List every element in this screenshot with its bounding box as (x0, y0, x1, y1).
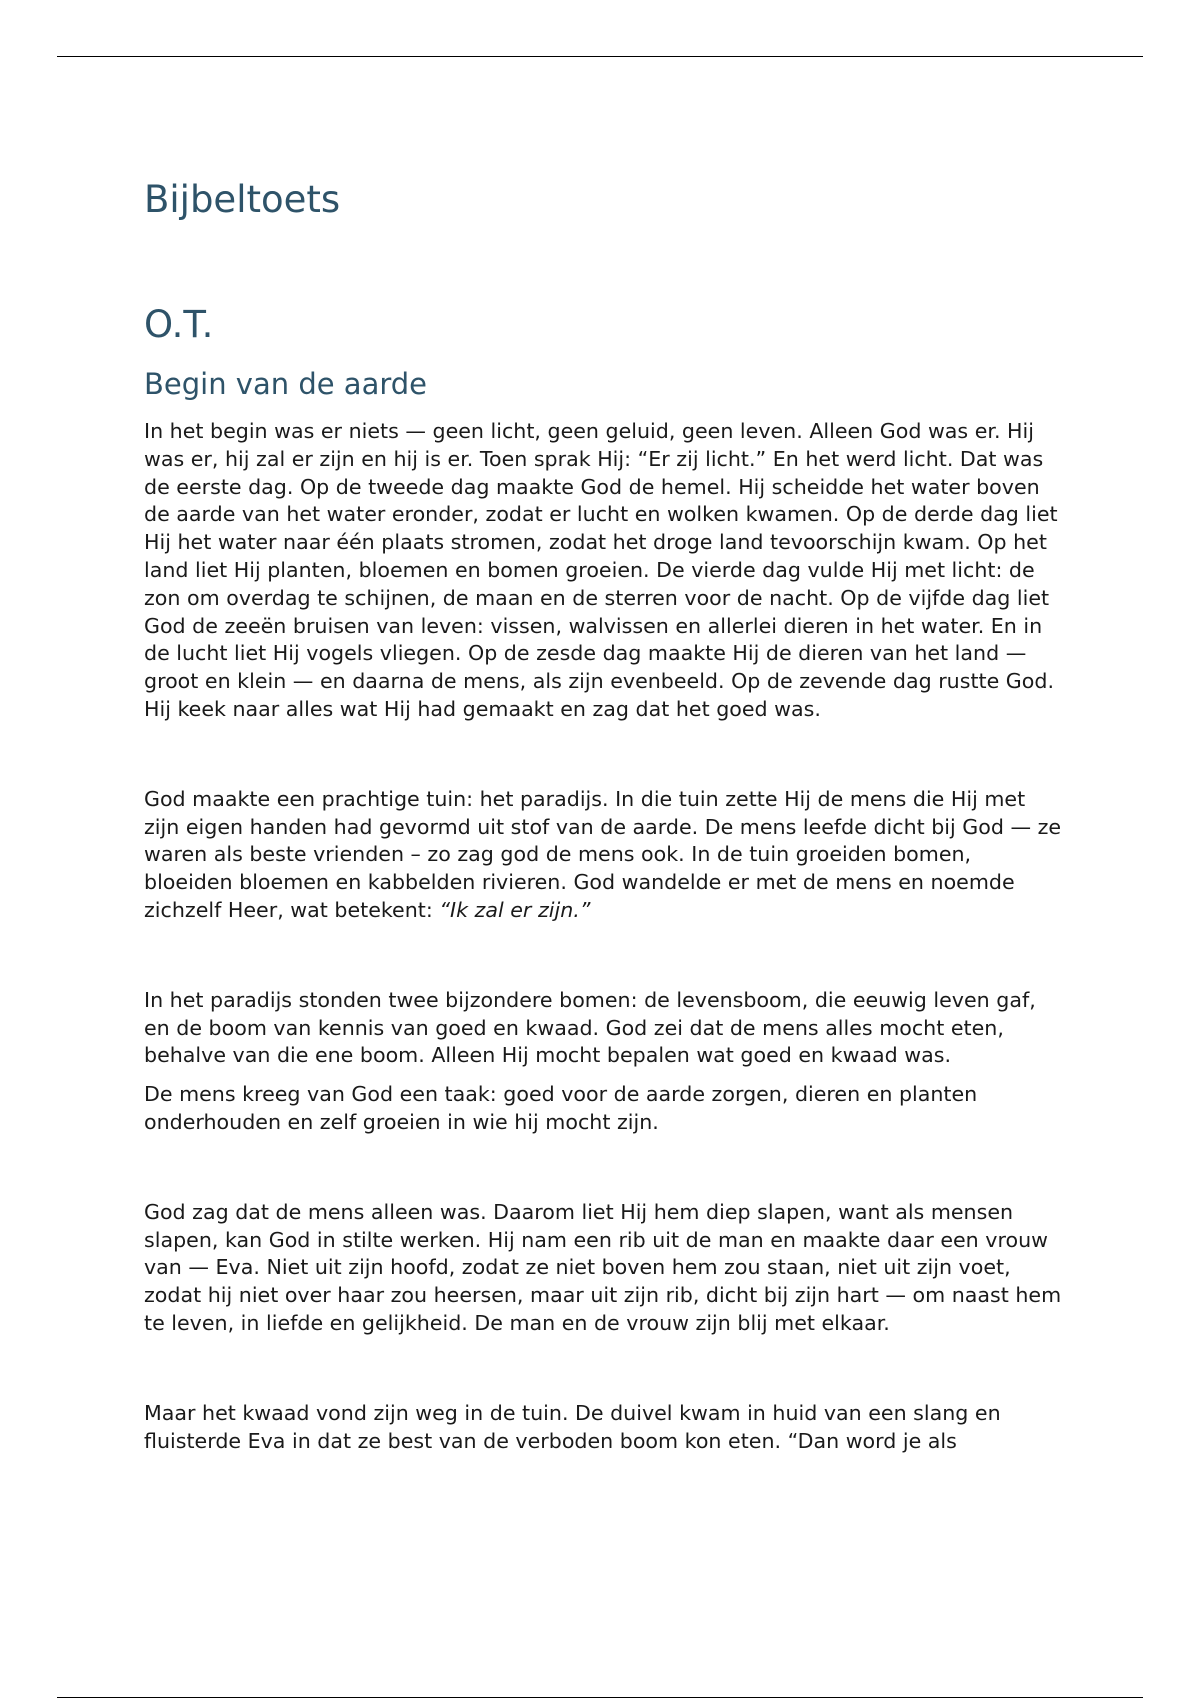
body-text (144, 418, 1064, 1455)
document-title: Bijbeltoets (144, 178, 341, 221)
paragraph-task: De mens kreeg van God een taak: goed voor de aarde zorgen, dieren en planten onderhouden en zelf groeien in wie hij mocht zijn. (144, 1082, 978, 1134)
section-title: O.T. (144, 303, 214, 346)
paragraph-serpent: Maar het kwaad vond zijn weg in de tuin. De duivel kwam in huid van een slang en fluisterde Eva in dat ze best van de verboden boom kon eten. “Dan word je als (144, 1400, 1001, 1453)
paragraph-paradise-text: God maakte een prachtige tuin: het paradijs. In die tuin zette Hij de mens die Hij met zijn eigen handen had gevormd uit stof van de aarde. De mens leefde dicht bij God — ze waren als beste vrienden – zo zag god de mens ook. In de tuin groeiden bomen, bloeiden bloemen en kabbelden rivieren. God wandelde er met de mens en noemde zichzelf Heer, wat betekent: (144, 786, 1062, 922)
subsection-title: Begin van de aarde (144, 367, 428, 401)
footer-rule (57, 1697, 1143, 1698)
paragraph-paradise-quote: “Ik zal er zijn.” (439, 897, 591, 922)
paragraph-creation: In het begin was er niets — geen licht, geen geluid, geen leven. Alleen God was er. Hij was er, hij zal er zijn en hij is er. Toen sprak Hij: “Er zij licht.” En het werd licht. Dat was de eerste dag. Op de tweede dag maakte God de hemel. Hij scheidde het water boven de aarde van het water eronder, zodat er lucht en wolken kwamen. Op de derde dag liet Hij het water naar één plaats stromen, zodat het droge land tevoorschijn kwam. Op het land liet Hij planten, bloemen en bomen groeien. De vierde dag vulde Hij met licht: de zon om overdag te schijnen, de maan en de sterren voor de nacht. Op de vijfde dag liet God de zeeën bruisen van leven: vissen, walvissen en allerlei dieren in het water. En in de lucht liet Hij vogels vliegen. Op de zesde dag maakte Hij de dieren van het land — groot en klein — en daarna de mens, als zijn evenbeeld. Op de zevende dag rustte God. Hij keek naar alles wat Hij had gemaakt en zag dat het goed was. (144, 419, 1058, 721)
header-rule (57, 56, 1143, 57)
paragraph-paradise (144, 786, 1064, 925)
paragraph-eva: God zag dat de mens alleen was. Daarom liet Hij hem diep slapen, want als mensen slapen, kan God in stilte werken. Hij nam een rib uit de man en maakte daar een vrouw van — Eva. Niet uit zijn hoofd, zodat ze niet boven hem zou staan, niet uit zijn voet, zodat hij niet over haar zou heersen, maar uit zijn rib, dicht bij zijn hart — om naast hem te leven, in liefde en gelijkheid. De man en de vrouw zijn blij met elkaar. (144, 1199, 1062, 1335)
paragraph-two-trees: In het paradijs stonden twee bijzondere bomen: de levensboom, die eeuwig leven gaf, en de boom van kennis van goed en kwaad. God zei dat de mens alles mocht eten, behalve van die ene boom. Alleen Hij mocht bepalen wat goed en kwaad was. (144, 987, 1036, 1068)
